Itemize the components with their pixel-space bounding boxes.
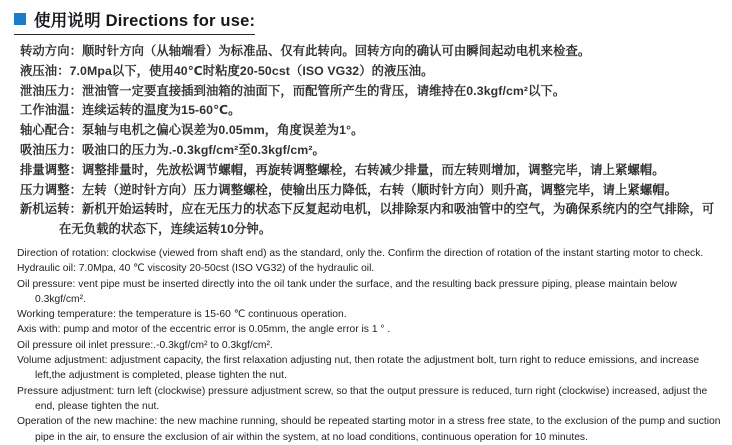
cn-instruction-suction-pressure <box>20 141 725 161</box>
cn-instruction-label: 转动方向： <box>20 44 82 58</box>
cn-instruction-text: 泵轴与电机之偏心误差为0.05mm，角度误差为1°。 <box>82 123 364 138</box>
cn-instruction-label: 泄油压力： <box>20 83 82 98</box>
cn-instruction-drain-pressure <box>20 82 725 102</box>
cn-instruction-label: 新机运转： <box>20 202 82 217</box>
cn-instruction-text: 左转（逆时针方向）压力调整螺栓，使输出压力降低，右转（顺时针方向）则升高，调整完毕，请上紧螺帽。 <box>82 182 678 197</box>
en-instruction-hydraulic-oil: Hydraulic oil: 7.0Mpa, 40 ℃ viscosity 20-50cst (ISO VG32) of the hydraulic oil. <box>17 263 375 275</box>
section-title-row <box>14 7 255 35</box>
cn-instruction-text: 吸油口的压力为.-0.3kgf/cm²至0.3kgf/cm²。 <box>82 142 325 157</box>
cn-instruction-axis-alignment <box>20 121 725 141</box>
blue-square-icon <box>14 13 26 25</box>
cn-instruction-working-temperature <box>20 101 725 121</box>
en-instruction-pressure-adjustment: Pressure adjustment: turn left (clockwise) pressure adjustment screw, so that the output pressure is reduced, turn right (clockwise) increased, adjust the end, please tighten the nut. <box>17 385 708 412</box>
page-title: 使用说明 Directions for use: <box>34 12 256 30</box>
cn-instruction-rotation-direction <box>20 42 725 62</box>
cn-instruction-text: 调整排量时，先放松调节螺帽，再旋转调整螺栓，右转减少排量，而左转则增加，调整完毕，请上紧螺帽。 <box>82 162 665 177</box>
en-instruction-working-temperature: Working temperature: the temperature is 15-60 ℃ continuous operation. <box>17 309 347 321</box>
cn-instruction-label: 工作油温： <box>20 103 82 118</box>
cn-instruction-label: 轴心配合： <box>20 123 82 138</box>
english-instructions-section <box>6 246 729 445</box>
en-instruction-rotation-direction: Direction of rotation: clockwise (viewed from shaft end) as the standard, only the. Confirm the direction of rotation of the instant starting motor to check. <box>17 247 704 259</box>
cn-instruction-label: 压力调整： <box>20 182 82 197</box>
cn-instruction-label: 排量调整： <box>20 162 82 177</box>
en-instruction-inlet-pressure: Oil pressure oil inlet pressure:.-0.3kgf/cm² to 0.3kgf/cm². <box>17 339 273 351</box>
en-instruction-oil-pressure: Oil pressure: vent pipe must be inserted directly into the oil tank under the surface, and the resulting back pressure piping, please maintain below 0.3kgf/cm². <box>17 278 677 305</box>
cn-instruction-text: 顺时针方向（从轴端看）为标准品、仅有此转向。回转方向的确认可由瞬间起动电机来检查。 <box>82 44 591 58</box>
en-instruction-volume-adjustment: Volume adjustment: adjustment capacity, the first relaxation adjusting nut, then rotate the adjustment bolt, turn right to reduce emissions, and increase left,the adjustment is completed, please tighten the nut. <box>17 355 700 382</box>
en-instruction-new-machine-operation: Operation of the new machine: the new machine running, should be repeated starting motor in a stress free state, to the exclusion of the pump and suction pipe in the air, to ensure the exclusion of air within the system, at no load conditions, continuous operation for 10 minutes. <box>17 416 721 443</box>
cn-instruction-hydraulic-oil <box>20 62 725 82</box>
cn-instruction-text: 连续运转的温度为15-60℃。 <box>82 103 241 118</box>
en-instruction-axis-alignment: Axis with: pump and motor of the eccentric error is 0.05mm, the angle error is 1 ° . <box>17 324 391 336</box>
cn-instruction-text: 7.0Mpa以下，使用40℃时粘度20-50cst（ISO VG32）的液压油。 <box>69 63 434 78</box>
cn-instruction-label: 液压油： <box>20 63 70 78</box>
cn-instruction-text: 泄油管一定要直接插到油箱的油面下，而配管所产生的背压，请维持在0.3kgf/cm²以下。 <box>82 83 566 98</box>
chinese-instructions-section <box>6 42 729 240</box>
cn-instruction-label: 吸油压力： <box>20 142 82 157</box>
cn-instruction-displacement-adjustment <box>20 161 725 181</box>
cn-instruction-pressure-adjustment <box>20 181 725 201</box>
cn-instruction-text: 新机开始运转时，应在无压力的状态下反复起动电机，以排除泵内和吸油管中的空气，为确保系统内的空气排除，可在无负载的状态下，连续运转10分钟。 <box>59 202 715 237</box>
cn-instruction-new-machine-operation <box>20 200 725 240</box>
